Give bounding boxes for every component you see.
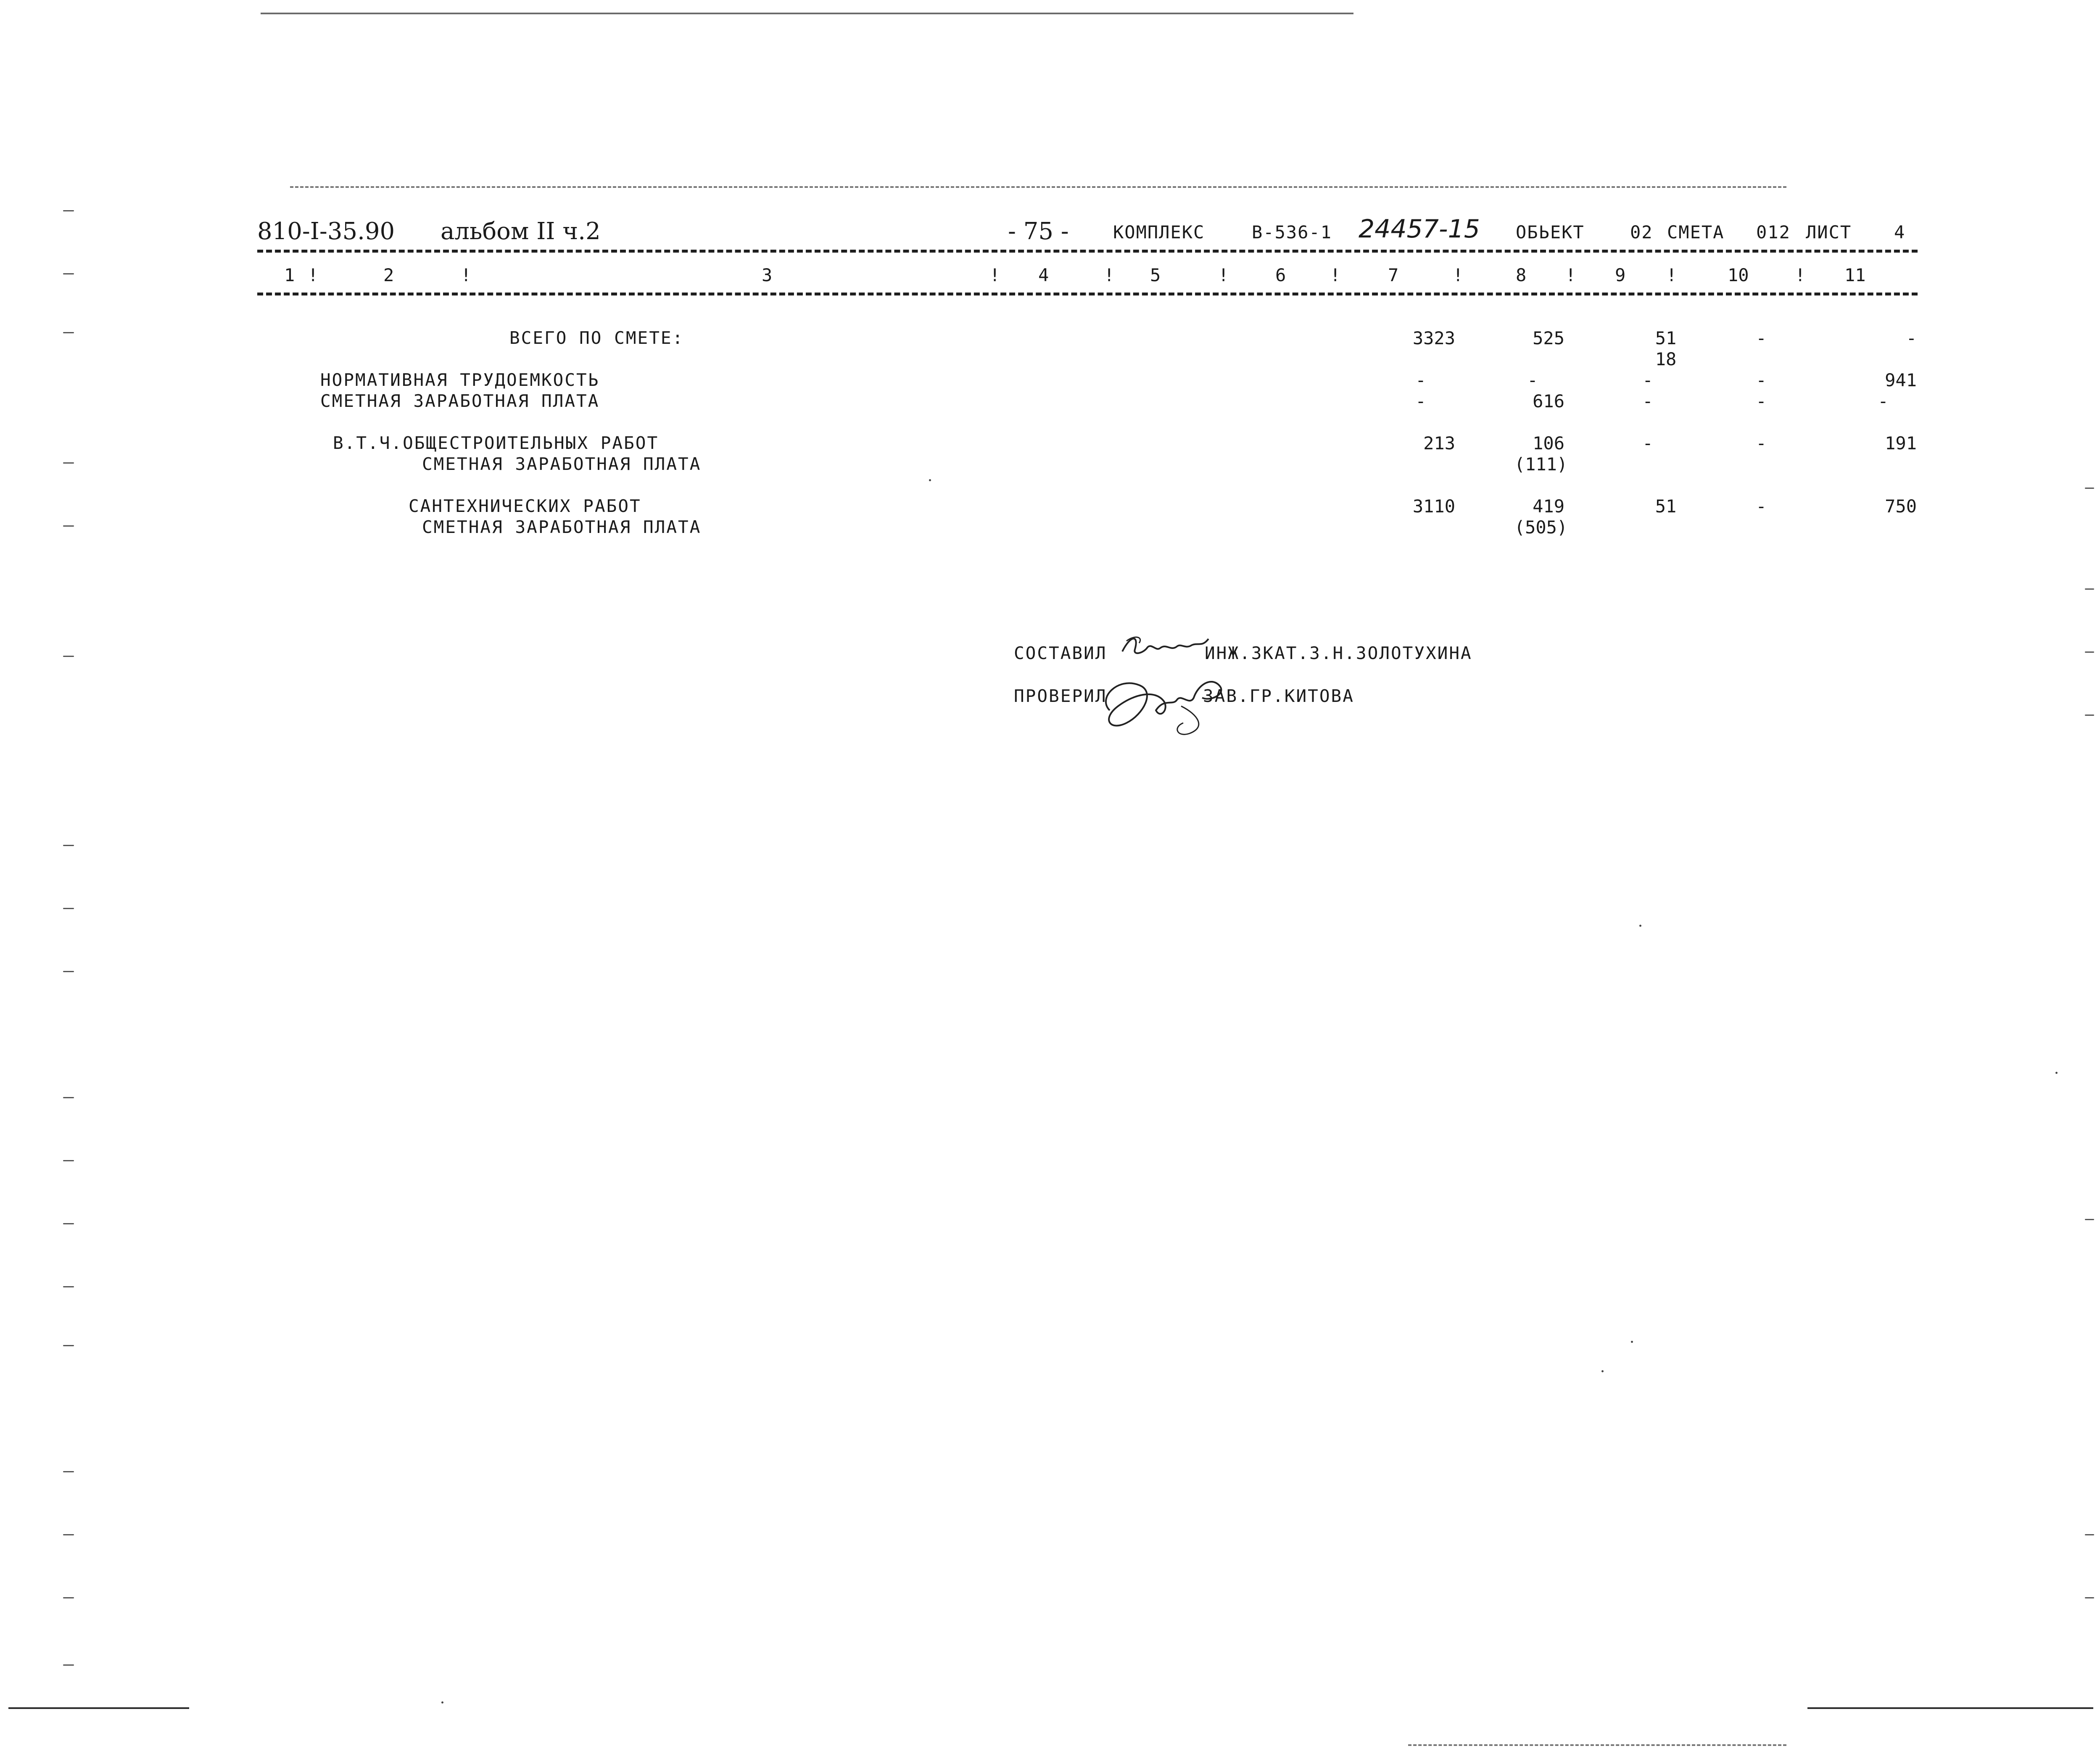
margin-tick xyxy=(2085,1219,2094,1220)
row-label-wages: СМЕТНАЯ ЗАРАБОТНАЯ ПЛАТА xyxy=(422,517,702,537)
table-cell: - xyxy=(1642,391,1653,411)
margin-tick xyxy=(63,1534,74,1535)
complex-number-handwritten: 24457-15 xyxy=(1359,214,1480,244)
header-rule-bottom xyxy=(257,293,1918,295)
object-value: 02 xyxy=(1630,222,1653,243)
column-number-9: 9 xyxy=(1615,265,1626,285)
table-cell: 3110 xyxy=(1412,496,1455,517)
column-separator: ! xyxy=(1565,265,1576,285)
column-separator: ! xyxy=(989,265,1000,285)
column-number-8: 8 xyxy=(1516,265,1527,285)
scan-speck xyxy=(1601,1370,1604,1372)
table-cell: 213 xyxy=(1423,433,1455,454)
object-label: ОБЬЕКТ xyxy=(1516,222,1585,243)
margin-tick xyxy=(63,1471,74,1472)
compiled-by-role: ИНЖ.ЗКАТ.З.Н.ЗОЛОТУХИНА xyxy=(1205,643,1472,663)
margin-tick xyxy=(2085,715,2094,716)
compiled-by-label: СОСТАВИЛ xyxy=(1014,643,1107,663)
column-number-1: 1 xyxy=(284,265,295,285)
column-number-3: 3 xyxy=(762,265,773,285)
table-cell: - xyxy=(1527,370,1538,390)
margin-tick xyxy=(63,1097,74,1098)
column-number-6: 6 xyxy=(1275,265,1286,285)
scan-speck xyxy=(441,1701,443,1704)
scan-speck xyxy=(2055,1072,2058,1074)
row-label-total: ВСЕГО ПО СМЕТЕ: xyxy=(509,328,684,348)
row-label-general-construction: В.Т.Ч.ОБЩЕСТРОИТЕЛЬНЫХ РАБОТ xyxy=(333,433,659,453)
table-cell: - xyxy=(1756,370,1767,390)
table-cell: - xyxy=(1642,370,1653,390)
column-separator: ! xyxy=(1104,265,1115,285)
table-cell: (505) xyxy=(1514,517,1568,538)
page-number: - 75 - xyxy=(1008,218,1069,245)
table-cell: 750 xyxy=(1885,496,1917,517)
column-number-7: 7 xyxy=(1388,265,1399,285)
table-cell: 51 xyxy=(1655,328,1677,348)
column-number-5: 5 xyxy=(1150,265,1161,285)
bottom-right-edge-line xyxy=(1807,1707,2093,1709)
scan-speck xyxy=(1639,925,1641,927)
header-rule-top xyxy=(257,250,1918,253)
table-cell: 525 xyxy=(1533,328,1564,348)
sheet-value: 4 xyxy=(1894,222,1906,243)
column-separator: ! xyxy=(1453,265,1464,285)
table-cell: 106 xyxy=(1533,433,1564,454)
bottom-left-edge-line xyxy=(8,1707,189,1709)
document-code: 810-I-35.90 xyxy=(257,218,395,245)
column-separator: ! xyxy=(308,265,319,285)
table-cell: 51 xyxy=(1655,496,1677,517)
margin-tick xyxy=(63,1223,74,1224)
table-cell: - xyxy=(1756,496,1767,517)
margin-tick xyxy=(63,1286,74,1287)
estimate-value: 012 xyxy=(1756,222,1791,243)
table-cell: 419 xyxy=(1533,496,1564,517)
table-cell: 616 xyxy=(1533,391,1564,411)
table-cell: - xyxy=(1415,391,1426,411)
column-separator: ! xyxy=(1666,265,1677,285)
table-cell: - xyxy=(1878,391,1889,411)
bottom-center-edge-line xyxy=(1408,1744,1786,1746)
margin-tick xyxy=(63,656,74,657)
margin-tick xyxy=(2085,488,2094,489)
sheet-label: ЛИСТ xyxy=(1806,222,1852,243)
estimate-label: СМЕТА xyxy=(1667,222,1725,243)
scan-speck xyxy=(1631,1341,1633,1343)
column-number-4: 4 xyxy=(1038,265,1049,285)
table-cell: 18 xyxy=(1655,349,1677,369)
column-separator: ! xyxy=(1330,265,1341,285)
margin-tick xyxy=(63,845,74,846)
margin-tick xyxy=(63,1345,74,1346)
row-label-wages: СМЕТНАЯ ЗАРАБОТНАЯ ПЛАТА xyxy=(320,391,600,411)
row-label-plumbing: САНТЕХНИЧЕСКИХ РАБОТ xyxy=(409,496,641,516)
table-cell: 941 xyxy=(1885,370,1917,390)
table-cell: - xyxy=(1756,433,1767,454)
margin-tick xyxy=(63,462,74,464)
margin-tick xyxy=(63,525,74,527)
handwritten-signature-compiled xyxy=(1118,626,1211,664)
table-cell: (111) xyxy=(1514,454,1568,475)
complex-label: КОМПЛЕКС xyxy=(1113,222,1205,243)
margin-tick xyxy=(2085,1534,2094,1535)
margin-tick xyxy=(63,210,74,211)
margin-tick xyxy=(63,971,74,972)
scan-speck xyxy=(929,479,931,481)
complex-code: В-536-1 xyxy=(1252,222,1332,243)
table-cell: - xyxy=(1906,328,1917,348)
margin-tick xyxy=(2085,588,2094,590)
margin-tick xyxy=(63,273,74,274)
table-cell: - xyxy=(1756,328,1767,348)
table-cell: - xyxy=(1756,391,1767,411)
margin-tick xyxy=(63,1597,74,1598)
table-cell: 191 xyxy=(1885,433,1917,454)
checked-by-role: ЗАВ.ГР.КИТОВА xyxy=(1203,686,1354,706)
column-number-2: 2 xyxy=(383,265,394,285)
column-number-10: 10 xyxy=(1728,265,1749,285)
margin-tick xyxy=(63,1160,74,1161)
column-separator: ! xyxy=(461,265,472,285)
top-dashed-rule xyxy=(290,186,1786,188)
column-separator: ! xyxy=(1218,265,1229,285)
margin-tick xyxy=(2085,651,2094,653)
row-label-labor-intensity: НОРМАТИВНАЯ ТРУДОЕМКОСТЬ xyxy=(320,370,600,390)
table-cell: - xyxy=(1415,370,1426,390)
margin-tick xyxy=(63,908,74,909)
row-label-wages: СМЕТНАЯ ЗАРАБОТНАЯ ПЛАТА xyxy=(422,454,702,474)
margin-tick xyxy=(2085,1597,2094,1598)
margin-tick xyxy=(63,332,74,333)
table-cell: 3323 xyxy=(1412,328,1455,348)
top-edge-line xyxy=(261,13,1353,14)
column-separator: ! xyxy=(1795,265,1806,285)
table-cell: - xyxy=(1642,433,1653,454)
album-label: альбом II ч.2 xyxy=(441,218,601,245)
margin-tick xyxy=(63,1664,74,1666)
column-number-11: 11 xyxy=(1844,265,1866,285)
checked-by-label: ПРОВЕРИЛ xyxy=(1014,686,1107,706)
